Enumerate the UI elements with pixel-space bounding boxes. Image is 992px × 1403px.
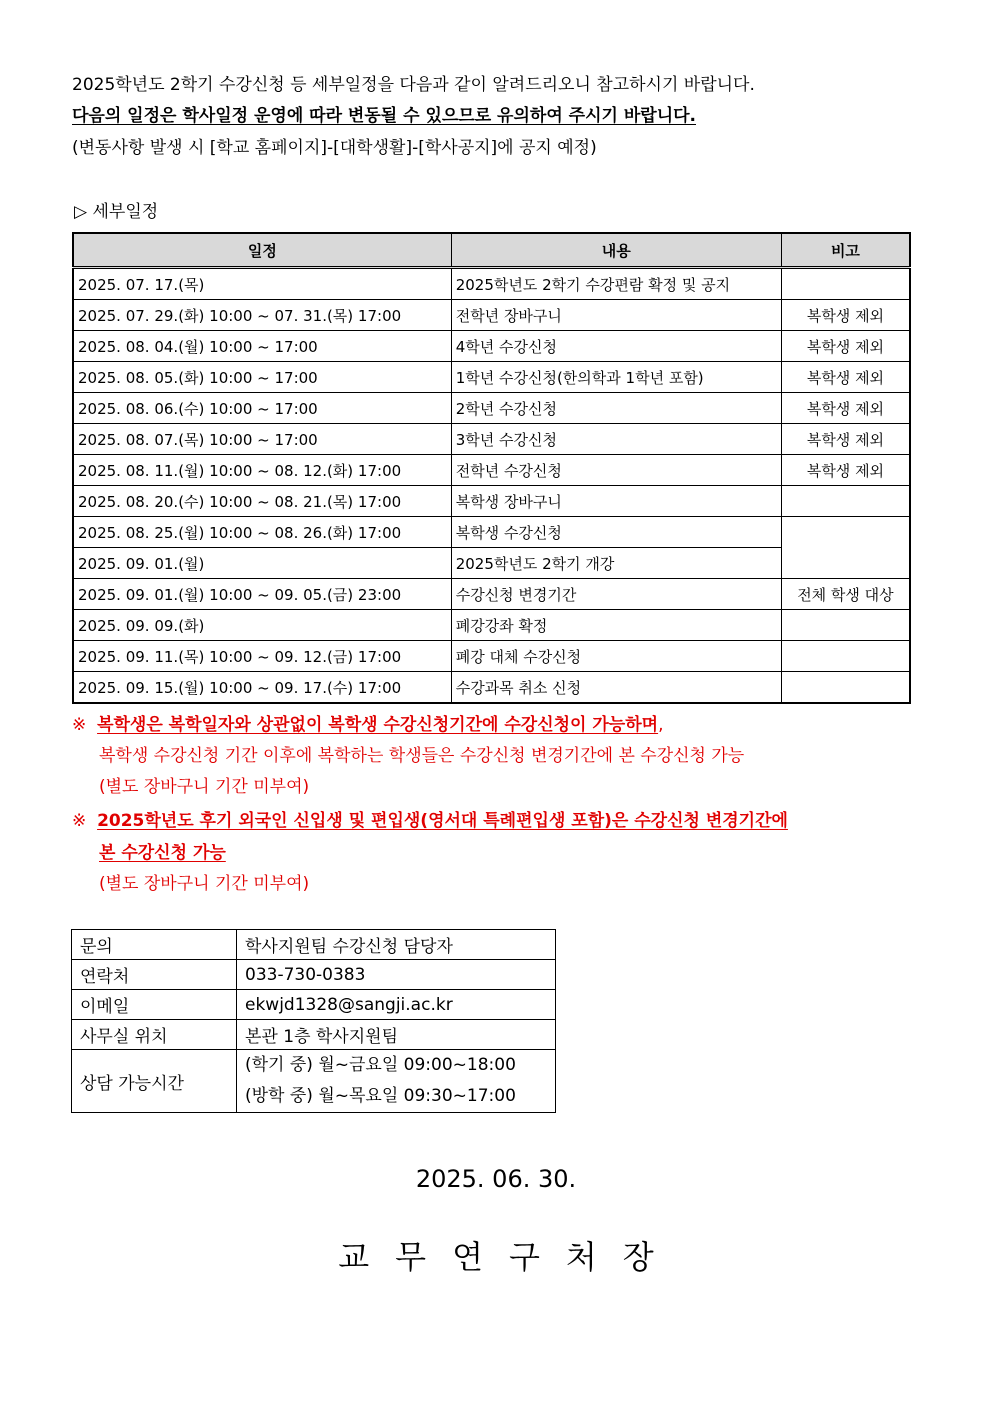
schedule-note: [781, 268, 910, 300]
schedule-note: 복학생 제외: [781, 300, 910, 331]
schedule-row: [73, 393, 910, 424]
schedule-date: 2025. 07. 17.(목): [73, 268, 451, 300]
schedule-row: [73, 300, 910, 331]
schedule-row: [73, 517, 910, 548]
schedule-date: 2025. 08. 07.(목) 10:00 ~ 17:00: [73, 424, 451, 455]
schedule-content: 2학년 수강신청: [451, 393, 781, 424]
phone-label: 연락처: [72, 960, 237, 990]
note-mark: ※: [72, 811, 87, 831]
intro-line-1: 2025학년도 2학기 수강신청 등 세부일정을 다음과 같이 알려드리오니 참고하시기 바랍니다.: [72, 75, 755, 95]
schedule-date: 2025. 09. 09.(화): [73, 610, 451, 641]
schedule-content: 복학생 장바구니: [451, 486, 781, 517]
email-label: 이메일: [72, 990, 237, 1020]
note-2-line-3: (별도 장바구니 기간 미부여): [99, 874, 310, 894]
note-1-line-2: 복학생 수강신청 기간 이후에 복학하는 학생들은 수강신청 변경기간에 본 수강신청 가능: [99, 746, 745, 766]
schedule-date: 2025. 08. 20.(수) 10:00 ~ 08. 21.(목) 17:00: [73, 486, 451, 517]
schedule-content: 2025학년도 2학기 개강: [451, 548, 781, 579]
schedule-row: [73, 486, 910, 517]
schedule-date: 2025. 08. 04.(월) 10:00 ~ 17:00: [73, 331, 451, 362]
hours-value: [237, 1050, 556, 1113]
schedule-content: 폐강 대체 수강신청: [451, 641, 781, 672]
note-1-line-3: (별도 장바구니 기간 미부여): [99, 777, 310, 797]
header-date: 일정: [73, 233, 451, 268]
schedule-content: 1학년 수강신청(한의학과 1학년 포함): [451, 362, 781, 393]
schedule-table: [72, 232, 911, 704]
schedule-date: 2025. 08. 06.(수) 10:00 ~ 17:00: [73, 393, 451, 424]
note-2-line-2: 본 수강신청 가능: [99, 843, 226, 863]
schedule-content: 4학년 수강신청: [451, 331, 781, 362]
schedule-note: [781, 486, 910, 517]
signature-office: 교무연구처장: [338, 1238, 680, 1276]
schedule-note: 전체 학생 대상: [781, 579, 910, 610]
contact-row: [72, 1050, 556, 1113]
schedule-content: 수강과목 취소 신청: [451, 672, 781, 704]
schedule-note: [781, 672, 910, 704]
header-note: 비고: [781, 233, 910, 268]
hours-label: 상담 가능시간: [72, 1050, 237, 1113]
contact-row: [72, 1020, 556, 1050]
schedule-row: [73, 610, 910, 641]
schedule-row: [73, 362, 910, 393]
schedule-header-row: [73, 233, 910, 268]
schedule-row: [73, 579, 910, 610]
schedule-date: 2025. 08. 25.(월) 10:00 ~ 08. 26.(화) 17:00: [73, 517, 451, 548]
header-content: 내용: [451, 233, 781, 268]
schedule-content: 3학년 수강신청: [451, 424, 781, 455]
schedule-note: 복학생 제외: [781, 393, 910, 424]
schedule-content: 수강신청 변경기간: [451, 579, 781, 610]
note-1-text: 복학생은 복학일자와 상관없이 복학생 수강신청기간에 수강신청이 가능하며: [97, 715, 659, 735]
schedule-date: 2025. 09. 01.(월) 10:00 ~ 09. 05.(금) 23:00: [73, 579, 451, 610]
schedule-note: 복학생 제외: [781, 331, 910, 362]
schedule-note: 복학생 제외: [781, 455, 910, 486]
schedule-row: [73, 641, 910, 672]
schedule-note: [781, 610, 910, 641]
schedule-content: 전학년 수강신청: [451, 455, 781, 486]
office-value: 본관 1층 학사지원팀: [237, 1020, 556, 1050]
phone-value: 033-730-0383: [237, 960, 556, 990]
schedule-note: 복학생 제외: [781, 362, 910, 393]
note-returning-students: [72, 710, 663, 735]
email-value[interactable]: ekwjd1328@sangji.ac.kr: [237, 990, 556, 1020]
hours-semester: (학기 중) 월~금요일 09:00~18:00: [245, 1055, 516, 1075]
schedule-date: 2025. 08. 11.(월) 10:00 ~ 08. 12.(화) 17:00: [73, 455, 451, 486]
office-label: 사무실 위치: [72, 1020, 237, 1050]
schedule-date: 2025. 08. 05.(화) 10:00 ~ 17:00: [73, 362, 451, 393]
schedule-content: 복학생 수강신청: [451, 517, 781, 548]
contact-row: [72, 990, 556, 1020]
section-title: ▷ 세부일정: [74, 202, 159, 222]
note-2-text: 2025학년도 후기 외국인 신입생 및 편입생(영서대 특례편입생 포함)은 수강신청 변경기간에: [97, 811, 788, 831]
inquiry-label: 문의: [72, 930, 237, 960]
schedule-content: 폐강강좌 확정: [451, 610, 781, 641]
schedule-row: [73, 331, 910, 362]
contact-row: [72, 960, 556, 990]
schedule-row: [73, 455, 910, 486]
schedule-content: 전학년 장바구니: [451, 300, 781, 331]
schedule-note: [781, 641, 910, 672]
note-foreign-students: [72, 806, 788, 831]
schedule-date: 2025. 09. 11.(목) 10:00 ~ 09. 12.(금) 17:00: [73, 641, 451, 672]
contact-table: [71, 929, 556, 1113]
schedule-date: 2025. 09. 15.(월) 10:00 ~ 09. 17.(수) 17:00: [73, 672, 451, 704]
intro-line-3: (변동사항 발생 시 [학교 홈페이지]-[대학생활]-[학사공지]에 공지 예정): [72, 138, 597, 158]
contact-row: [72, 930, 556, 960]
schedule-row: [73, 424, 910, 455]
inquiry-value: 학사지원팀 수강신청 담당자: [237, 930, 556, 960]
schedule-row: [73, 268, 910, 300]
intro-notice-line: 다음의 일정은 학사일정 운영에 따라 변동될 수 있으므로 유의하여 주시기 바랍니다.: [72, 106, 696, 126]
note-mark: ※: [72, 715, 87, 735]
schedule-row: [73, 672, 910, 704]
schedule-note: [781, 517, 910, 579]
schedule-date: 2025. 07. 29.(화) 10:00 ~ 07. 31.(목) 17:00: [73, 300, 451, 331]
schedule-content: 2025학년도 2학기 수강편람 확정 및 공지: [451, 268, 781, 300]
hours-vacation: (방학 중) 월~목요일 09:30~17:00: [245, 1086, 516, 1106]
schedule-note: 복학생 제외: [781, 424, 910, 455]
schedule-date: 2025. 09. 01.(월): [73, 548, 451, 579]
document-date: 2025. 06. 30.: [415, 1165, 577, 1193]
note-1-tail: ,: [658, 715, 664, 735]
